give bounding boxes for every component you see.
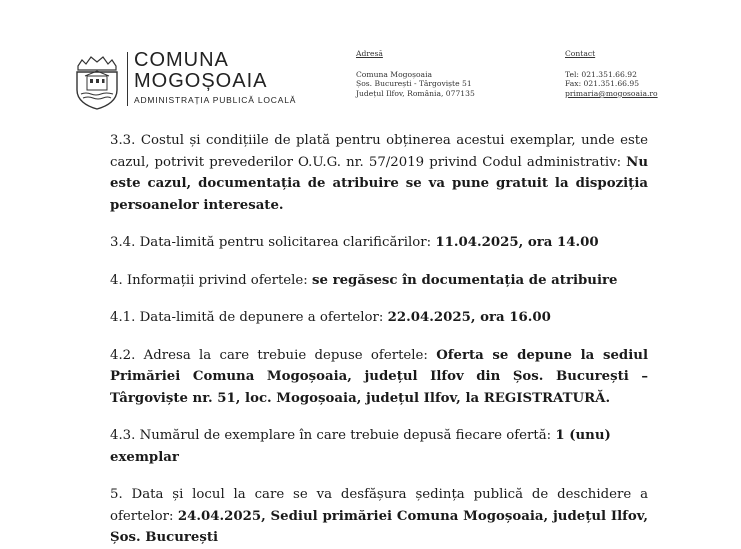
paragraph-bold-text: 24.04.2025, Sediul primăriei Comuna Mogoșoaia, județul Ilfov, Șos. București bbox=[110, 508, 649, 545]
address-block bbox=[356, 49, 475, 98]
org-name-line1: COMUNA bbox=[134, 49, 229, 71]
header-divider bbox=[127, 52, 128, 106]
paragraph-text: 4.1. Data-limită de depunere a ofertelor: bbox=[110, 310, 388, 325]
paragraph-bold-text: 22.04.2025, ora 16.00 bbox=[387, 310, 551, 325]
paragraph-text: 3.4. Data-limită pentru solicitarea clarificărilor: bbox=[110, 235, 436, 250]
contact-title: Contact bbox=[565, 49, 596, 58]
paragraph-bold-text: se regăsesc în documentația de atribuire bbox=[312, 272, 618, 288]
paragraph-bold-text: Oferta se depune la sediul Primăriei Comuna Mogoșoaia, județul Ilfov din Șos. București – Târgoviște nr. 51, loc. Mogoșoaia, județul Ilfov, la REGISTRATURĂ. bbox=[110, 347, 648, 406]
letterhead bbox=[0, 0, 741, 122]
address-line: Șos. București - Târgoviște 51 bbox=[356, 79, 472, 89]
paragraph-3-4 bbox=[110, 232, 648, 254]
address-line: Comuna Mogoșoaia bbox=[356, 69, 433, 79]
paragraph-bold-text: 1 (unu) exemplar bbox=[110, 428, 611, 465]
paragraph-4-2 bbox=[110, 345, 648, 410]
paragraph-5 bbox=[110, 484, 648, 549]
paragraph-4-3 bbox=[110, 425, 648, 468]
organization-name bbox=[134, 50, 296, 105]
contact-phone: Tel: 021.351.66.92 bbox=[565, 69, 637, 79]
paragraph-text: 4.2. Adresa la care trebuie depuse ofertele: bbox=[110, 347, 437, 363]
paragraph-bold-text: Nu este cazul, documentația de atribuire se va pune gratuit la dispoziția persoanelor interesate. bbox=[110, 154, 648, 213]
paragraph-text: 4. Informații privind ofertele: bbox=[110, 272, 313, 288]
contact-fax: Fax: 021.351.66.95 bbox=[565, 79, 640, 89]
address-title: Adresă bbox=[356, 49, 383, 58]
paragraph-text: 4.3. Numărul de exemplare în care trebuie depusă fiecare ofertă: bbox=[110, 428, 556, 443]
org-name-line2: MOGOȘOAIA bbox=[134, 70, 268, 92]
coat-of-arms-icon bbox=[72, 52, 122, 110]
paragraph-3-3 bbox=[110, 130, 648, 216]
contact-email-link[interactable]: primaria@mogosoaia.ro bbox=[565, 88, 658, 98]
paragraph-4-1 bbox=[110, 307, 648, 329]
org-subtitle: ADMINISTRAȚIA PUBLICĂ LOCALĂ bbox=[134, 95, 297, 105]
paragraph-text: 3.3. Costul și condițiile de plată pentru obținerea acestui exemplar, unde este cazul, potrivit prevederilor O.U.G. nr. 57/2019 privind Codul administrativ: bbox=[110, 133, 648, 170]
paragraph-4 bbox=[110, 270, 648, 292]
paragraph-text: 5. Data și locul la care se va desfășura ședința publică de deschidere a ofertelor: bbox=[110, 487, 648, 524]
contact-block bbox=[565, 49, 658, 98]
address-line: Județul Ilfov, România, 077135 bbox=[356, 88, 475, 98]
paragraph-bold-text: 11.04.2025, ora 14.00 bbox=[435, 235, 599, 250]
